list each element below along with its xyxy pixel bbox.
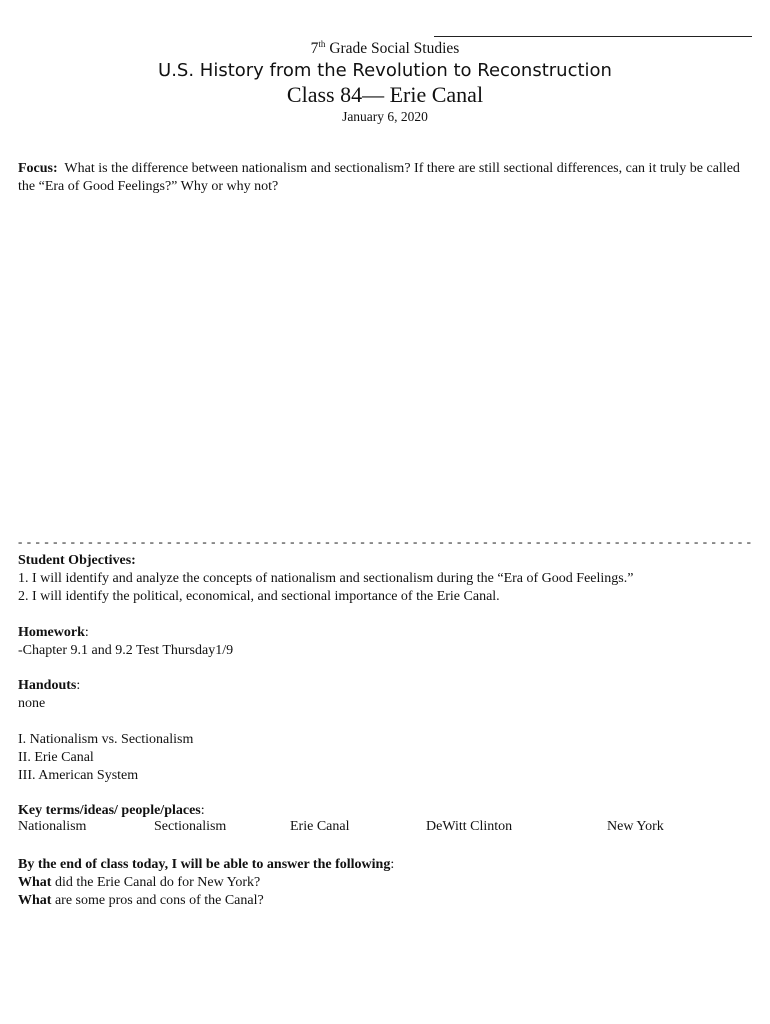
key-terms-label: Key terms/ideas/ people/places — [18, 803, 201, 818]
question-item: What did the Erie Canal do for New York? — [18, 875, 261, 890]
objectives-label: Student Objectives: — [18, 553, 136, 568]
question-item: What are some pros and cons of the Canal? — [18, 893, 264, 908]
class-title: Class 84— Erie Canal — [286, 82, 484, 107]
questions-section: By the end of class today, I will be able to answer the following: What did the Erie Canal do for New York? What are some pros and cons of the Canal? — [18, 857, 395, 908]
key-term: Sectionalism — [154, 819, 227, 834]
name-line — [434, 30, 752, 37]
key-term: New York — [607, 819, 664, 834]
objective-item: 2. I will identify the political, economical, and sectional importance of the Erie Canal. — [18, 589, 500, 604]
grade-suffix: th — [318, 38, 326, 49]
focus-question — [18, 160, 753, 196]
outline-section — [18, 731, 193, 785]
handouts-text: none — [18, 696, 46, 711]
objectives-section — [18, 552, 633, 606]
key-term: Erie Canal — [290, 819, 350, 834]
key-term: DeWitt Clinton — [426, 819, 513, 834]
homework-label: Homework — [18, 625, 85, 640]
cut-line-divider: - - - - - - - - - - - - - - - - - - - - - - - - - - - - - - - - - - - - - - - - - - - - - - - - - - - - - - - - - - - - - - - - - - - - - - - - - - - - - - - - - - - - — [18, 534, 752, 549]
course-title: U.S. History from the Revolution to Reconstruction — [158, 60, 612, 81]
outline-item: I. Nationalism vs. Sectionalism — [18, 732, 194, 747]
homework-text: -Chapter 9.1 and 9.2 Test Thursday1/9 — [18, 643, 234, 658]
homework-section: Homework: -Chapter 9.1 and 9.2 Test Thursday1/9 — [18, 625, 234, 658]
questions-label: By the end of class today, I will be able to answer the following — [18, 857, 391, 872]
outline-item: II. Erie Canal — [18, 750, 94, 765]
key-term: Nationalism — [18, 819, 87, 834]
outline-item: III. American System — [18, 768, 139, 783]
grade-heading: 7th Grade Social Studies — [310, 38, 460, 57]
handouts-label: Handouts — [18, 678, 77, 693]
focus-label: Focus: — [18, 161, 58, 176]
class-date: January 6, 2020 — [342, 109, 428, 124]
focus-text: What is the difference between nationalism and sectionalism? If there are still sectional differences, can it truly be called the “Era of Good Feelings?” Why or why not? — [18, 161, 740, 194]
key-terms-heading: Key terms/ideas/ people/places: — [18, 803, 205, 818]
handouts-section: Handouts: none — [18, 678, 81, 711]
objective-item: 1. I will identify and analyze the concepts of nationalism and sectionalism during the “Era of Good Feelings.” — [18, 571, 634, 586]
key-terms-row — [18, 819, 758, 837]
